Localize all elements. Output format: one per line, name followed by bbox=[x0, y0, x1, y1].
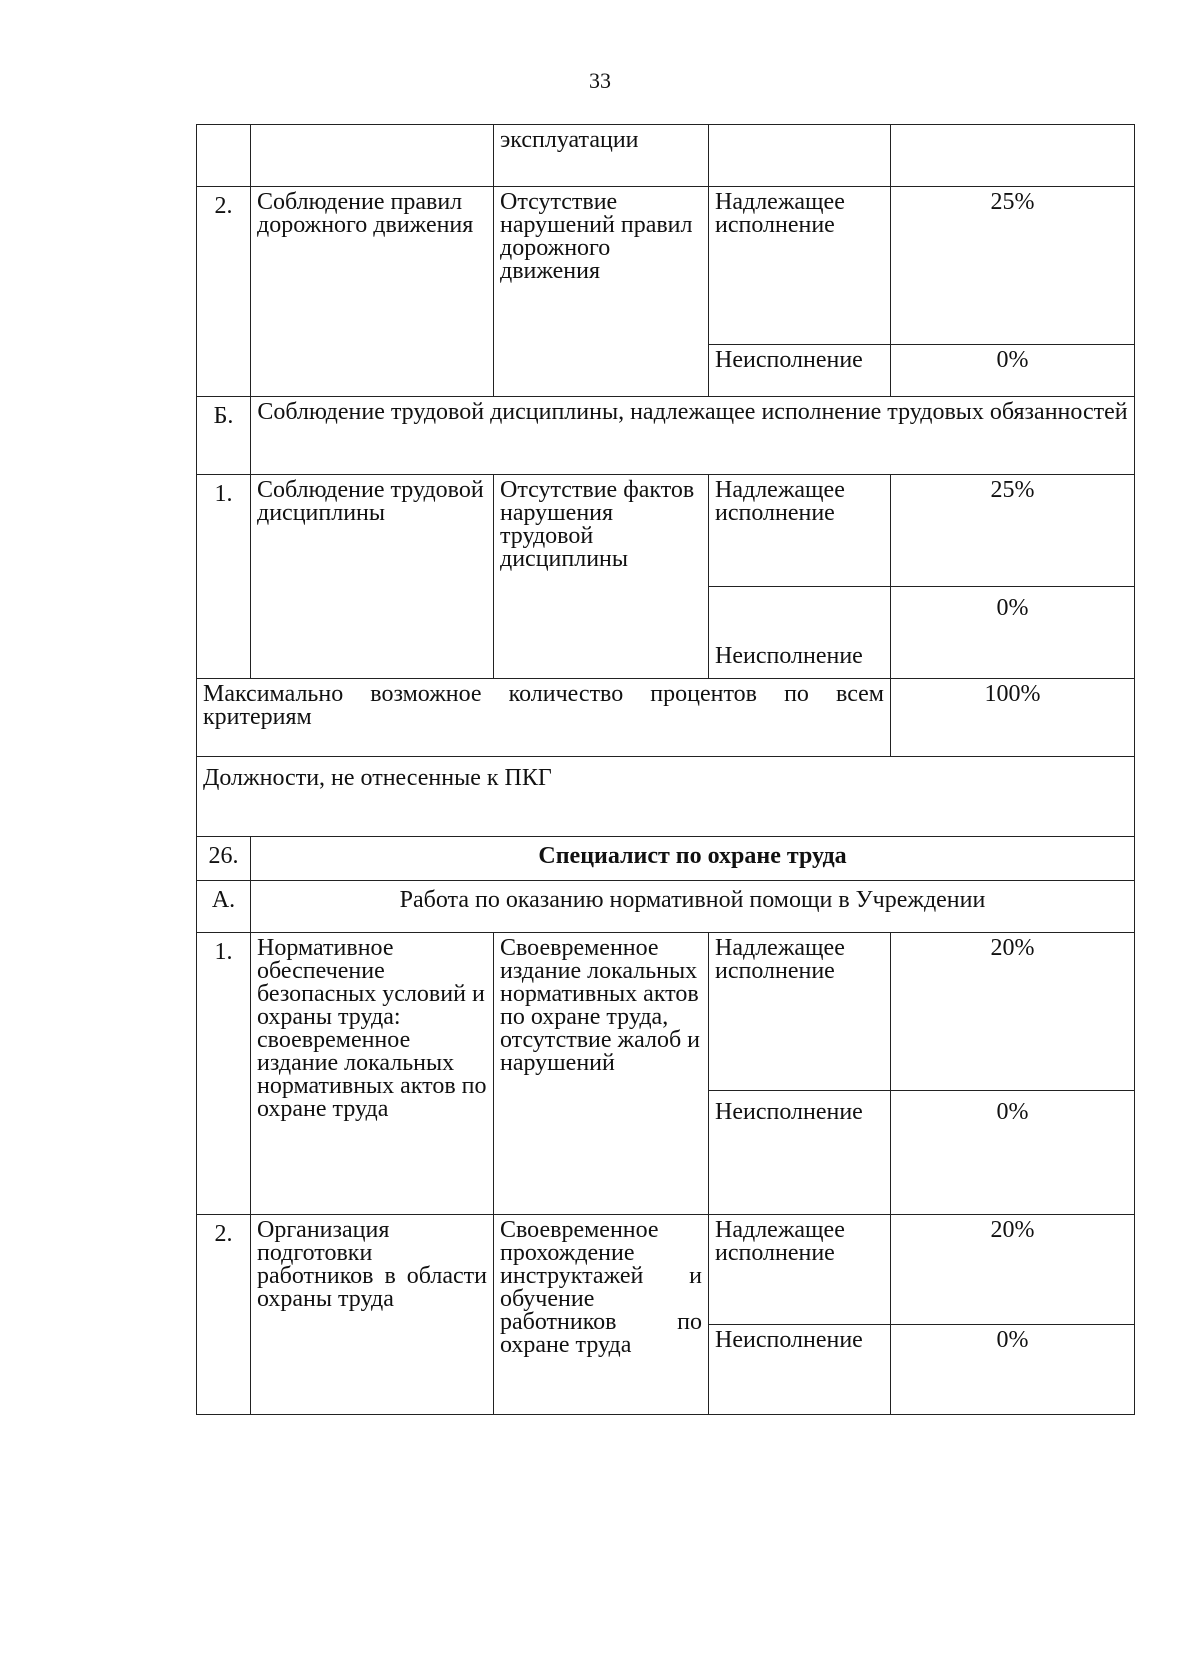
percent-good: 25% bbox=[891, 475, 1135, 587]
section-row bbox=[197, 397, 1135, 475]
criterion-cell: Организация подготовки работников в области охраны труда bbox=[251, 1215, 494, 1415]
position-row bbox=[197, 837, 1135, 881]
assessment-bad: Неисполнение bbox=[709, 1325, 891, 1415]
percent-bad: 0% bbox=[891, 1091, 1135, 1215]
total-percent: 100% bbox=[891, 679, 1135, 757]
assessment-good: Надлежащее исполнение bbox=[709, 187, 891, 345]
assessment-good: Надлежащее исполнение bbox=[709, 1215, 891, 1325]
percent-good: 25% bbox=[891, 187, 1135, 345]
section-row bbox=[197, 881, 1135, 933]
cell-empty bbox=[709, 125, 891, 187]
percent-bad: 0% bbox=[891, 587, 1135, 679]
table-row bbox=[197, 125, 1135, 187]
criterion-cell: Нормативное обеспечение безопасных условий и охраны труда: своевременное издание локальных нормативных актов по охране труда bbox=[251, 933, 494, 1215]
row-number: 2. bbox=[197, 187, 251, 397]
assessment-good: Надлежащее исполнение bbox=[709, 933, 891, 1091]
row-number: 1. bbox=[197, 475, 251, 679]
group-row bbox=[197, 757, 1135, 837]
cell-empty bbox=[891, 125, 1135, 187]
indicator-cell: Отсутствие нарушений правил дорожного движения bbox=[494, 187, 709, 397]
indicator-cell: эксплуатации bbox=[494, 125, 709, 187]
criterion-cell: Соблюдение трудовой дисциплины bbox=[251, 475, 494, 679]
cell-empty bbox=[197, 125, 251, 187]
section-label: А. bbox=[197, 881, 251, 933]
table-row bbox=[197, 1215, 1135, 1325]
table-row bbox=[197, 187, 1135, 345]
indicator-cell: Своевременное прохождение инструктажей и обучение работников по охране труда bbox=[494, 1215, 709, 1415]
percent-good: 20% bbox=[891, 1215, 1135, 1325]
section-title: Работа по оказанию нормативной помощи в Учреждении bbox=[251, 881, 1135, 933]
table-row bbox=[197, 933, 1135, 1091]
assessment-bad: Неисполнение bbox=[709, 1091, 891, 1215]
row-number: 1. bbox=[197, 933, 251, 1215]
section-title: Соблюдение трудовой дисциплины, надлежащее исполнение трудовых обязанностей bbox=[251, 397, 1135, 475]
group-title: Должности, не отнесенные к ПКГ bbox=[197, 757, 1135, 837]
page-number: 33 bbox=[589, 68, 611, 93]
table-row bbox=[197, 475, 1135, 587]
criteria-table bbox=[196, 124, 1135, 1415]
percent-bad: 0% bbox=[891, 1325, 1135, 1415]
indicator-cell: Своевременное издание локальных нормативных актов по охране труда, отсутствие жалоб и нарушений bbox=[494, 933, 709, 1215]
section-label: Б. bbox=[197, 397, 251, 475]
criterion-cell: Соблюдение правил дорожного движения bbox=[251, 187, 494, 397]
assessment-bad bbox=[709, 587, 891, 679]
row-number: 2. bbox=[197, 1215, 251, 1415]
assessment-good: Надлежащее исполнение bbox=[709, 475, 891, 587]
indicator-cell: Отсутствие фактов нарушения трудовой дисциплины bbox=[494, 475, 709, 679]
criteria-table-container bbox=[196, 124, 1134, 1415]
percent-bad: 0% bbox=[891, 345, 1135, 397]
total-row bbox=[197, 679, 1135, 757]
position-number: 26. bbox=[197, 837, 251, 881]
assessment-bad-text: Неисполнение bbox=[715, 643, 863, 669]
position-title: Специалист по охране труда bbox=[251, 837, 1135, 881]
cell-empty bbox=[251, 125, 494, 187]
percent-good: 20% bbox=[891, 933, 1135, 1091]
total-label: Максимально возможное количество процентов по всем критериям bbox=[197, 679, 891, 757]
assessment-bad: Неисполнение bbox=[709, 345, 891, 397]
